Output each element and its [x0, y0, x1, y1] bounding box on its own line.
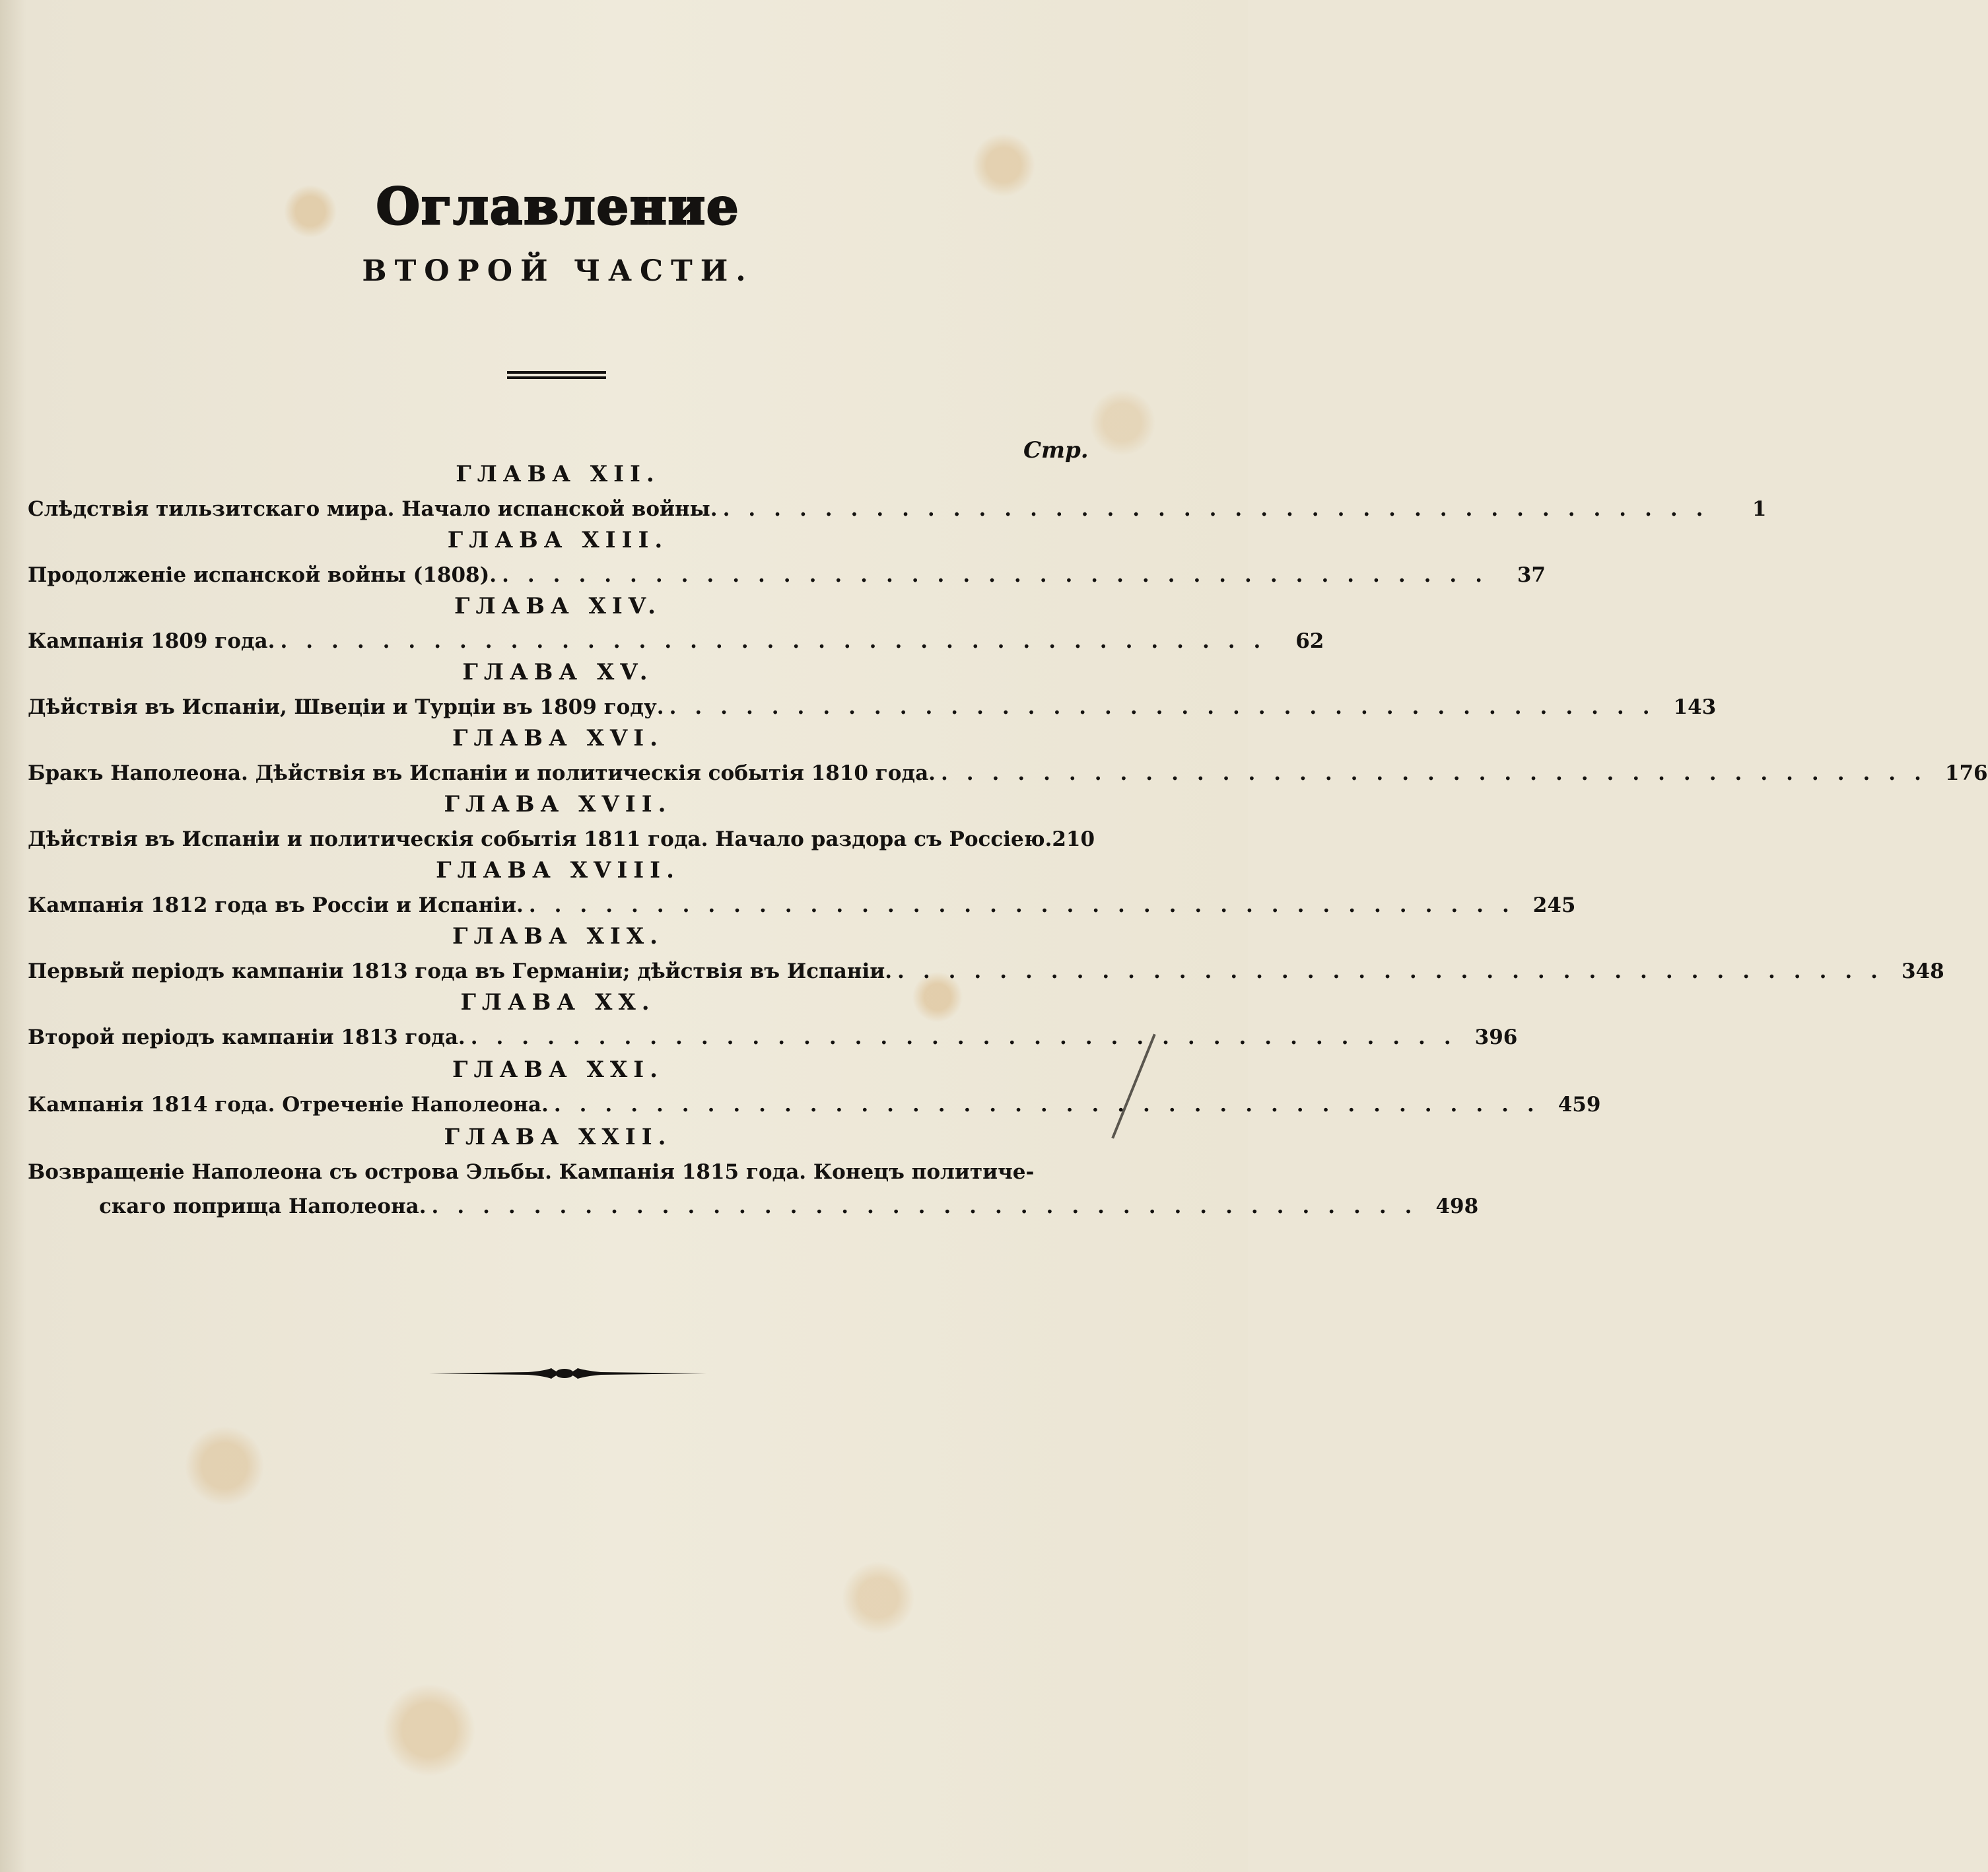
toc-entry[interactable] — [28, 890, 1576, 920]
entry-title: Второй періодъ кампаніи 1813 года. — [28, 1025, 465, 1049]
leader-dots: ....................................... — [669, 695, 1668, 719]
entry-page: 37 — [1517, 563, 1546, 587]
page-subtitle: ВТОРОЙ ЧАСТИ. — [362, 254, 754, 288]
entry-title: Кампанія 1812 года въ Россіи и Испаніи. — [28, 893, 524, 917]
entry-title[interactable]: Возвращеніе Наполеона съ острова Эльбы. Кампанія 1815 года. Конецъ политиче- — [28, 1160, 1035, 1184]
entry-page: 459 — [1558, 1093, 1601, 1117]
entry-title: Слѣдствія тильзитскаго мира. Начало испанской войны. — [28, 497, 718, 521]
chapter-heading: ГЛАВА XIV. — [454, 593, 662, 619]
leader-dots: ....................................... — [502, 563, 1501, 587]
leader-dots: ....................................... — [722, 497, 1722, 521]
entry-page: 176 — [1944, 761, 1988, 785]
entry-page: 348 — [1901, 959, 1944, 983]
leader-dots: ....................................... — [431, 1195, 1431, 1218]
entry-title: Дѣйствія въ Испаніи, Швеціи и Турціи въ 1809 году. — [28, 695, 664, 719]
toc-entry[interactable] — [99, 1191, 1479, 1222]
entry-page: 396 — [1474, 1025, 1518, 1049]
toc-entry[interactable] — [28, 692, 1717, 722]
entry-title: Кампанія 1809 года. — [28, 629, 275, 653]
entry-title: Первый періодъ кампаніи 1813 года въ Германіи; дѣйствія въ Испаніи. — [28, 959, 893, 983]
leader-dots: ....................................... — [553, 1093, 1553, 1117]
toc-entry[interactable] — [28, 626, 1324, 656]
entry-page: 210 — [1052, 827, 1095, 851]
toc-entry[interactable] — [28, 956, 1944, 987]
chapter-heading: ГЛАВА XXI. — [452, 1057, 664, 1083]
leader-dots: ....................................... — [528, 893, 1528, 917]
entry-title: Бракъ Наполеона. Дѣйствія въ Испаніи и политическія событія 1810 года. — [28, 761, 936, 785]
leader-dots: ....................................... — [280, 629, 1280, 653]
chapter-heading: ГЛАВА XXII. — [444, 1124, 672, 1150]
double-rule — [507, 371, 606, 383]
ornament-rule — [429, 1360, 706, 1387]
chapter-heading: ГЛАВА XV. — [462, 659, 654, 685]
page-column-label: Стр. — [1023, 437, 1089, 464]
chapter-heading: ГЛАВА XII. — [456, 461, 660, 487]
toc-entry[interactable] — [28, 824, 1095, 854]
toc-entry[interactable] — [28, 494, 1767, 524]
entry-page: 245 — [1532, 893, 1576, 917]
leader-dots: ....................................... — [940, 761, 1940, 785]
entry-title-continuation: скаго поприща Наполеона. — [99, 1195, 427, 1218]
entry-page: 143 — [1673, 695, 1717, 719]
chapter-heading: ГЛАВА XVIII. — [436, 857, 680, 884]
toc-entry[interactable] — [28, 1090, 1601, 1120]
entry-title: Продолженіе испанской войны (1808). — [28, 563, 497, 587]
toc-entry[interactable] — [28, 758, 1988, 788]
chapter-heading: ГЛАВА XX. — [460, 989, 656, 1016]
chapter-heading: ГЛАВА XVI. — [452, 725, 664, 751]
entry-page: 1 — [1752, 497, 1767, 521]
chapter-heading: ГЛАВА XIX. — [452, 923, 664, 950]
entry-title: Дѣйствія въ Испаніи и политическія событія 1811 года. Начало раздора съ Россіею. — [28, 827, 1052, 851]
chapter-heading: ГЛАВА XVII. — [444, 791, 672, 817]
toc-entry[interactable] — [28, 1022, 1518, 1053]
page-title: Оглавление — [376, 177, 740, 236]
leader-dots: ....................................... — [470, 1025, 1470, 1049]
entry-page: 498 — [1435, 1195, 1479, 1218]
leader-dots: ....................................... — [897, 959, 1896, 983]
chapter-heading: ГЛАВА XIII. — [447, 527, 669, 553]
entry-title: Кампанія 1814 года. Отреченіе Наполеона. — [28, 1093, 549, 1117]
toc-entry[interactable] — [28, 560, 1546, 590]
entry-page: 62 — [1295, 629, 1324, 653]
